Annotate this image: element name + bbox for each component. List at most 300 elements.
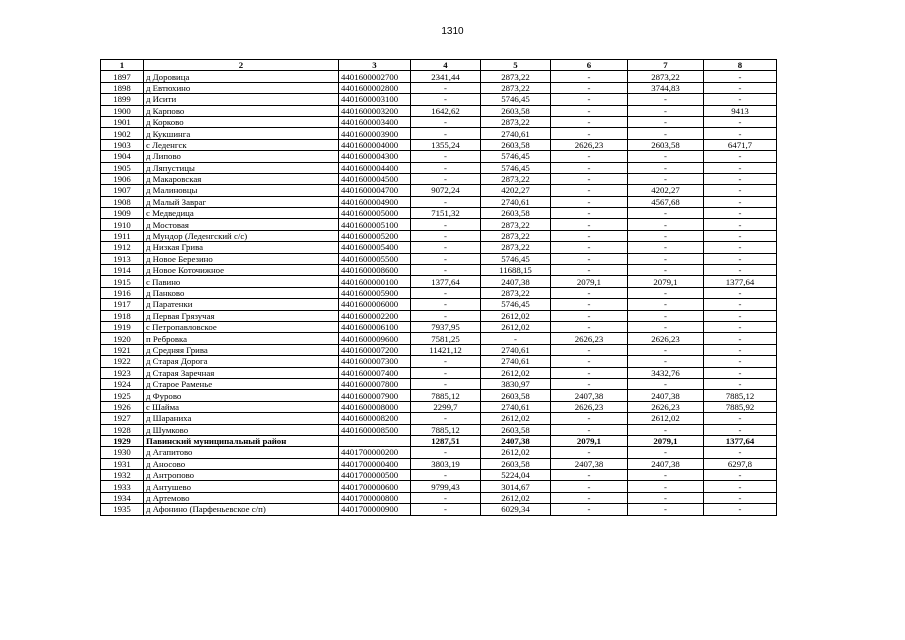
settlement-name: д Новое Коточижное [144,265,339,276]
row-number: 1900 [101,105,144,116]
value-col-7: - [628,219,704,230]
value-col-6: - [551,94,628,105]
column-header-5: 5 [481,60,551,71]
value-col-5: 2612,02 [481,492,551,503]
value-col-6: - [551,321,628,332]
row-number: 1929 [101,435,144,446]
row-number: 1908 [101,196,144,207]
value-col-4: 7885,12 [411,390,481,401]
oktmo-code: 4401700000400 [339,458,411,469]
value-col-5: 2612,02 [481,367,551,378]
settlement-name: д Малый Завраг [144,196,339,207]
value-col-6: - [551,71,628,82]
value-col-7: - [628,492,704,503]
row-number: 1912 [101,242,144,253]
value-col-6: - [551,242,628,253]
value-col-4: - [411,94,481,105]
table-row [101,185,777,196]
settlement-name: д Панково [144,287,339,298]
value-col-5: 2407,38 [481,276,551,287]
settlement-name: д Средняя Грива [144,344,339,355]
row-number: 1931 [101,458,144,469]
table-row [101,94,777,105]
settlement-name: д Паратенки [144,299,339,310]
row-number: 1915 [101,276,144,287]
value-col-7: 2407,38 [628,458,704,469]
value-col-7: - [628,287,704,298]
settlement-name: д Исити [144,94,339,105]
oktmo-code: 4401700000600 [339,481,411,492]
value-col-6: 2626,23 [551,333,628,344]
value-col-5: 6029,34 [481,504,551,515]
oktmo-code: 4401600006000 [339,299,411,310]
row-number: 1904 [101,151,144,162]
value-col-4: - [411,356,481,367]
settlement-name: с Павино [144,276,339,287]
value-col-4: 1642,62 [411,105,481,116]
value-col-5: 2740,61 [481,356,551,367]
table-row [101,276,777,287]
table-row [101,242,777,253]
row-number: 1910 [101,219,144,230]
value-col-5: 3830,97 [481,378,551,389]
settlement-name: д Старая Дорога [144,356,339,367]
table-row [101,447,777,458]
oktmo-code: 4401600005200 [339,230,411,241]
oktmo-code: 4401600003100 [339,94,411,105]
value-col-4: - [411,253,481,264]
value-col-4: - [411,265,481,276]
settlement-name: д Антропово [144,470,339,481]
value-col-6: - [551,82,628,93]
table-row [101,287,777,298]
value-col-4: - [411,173,481,184]
table-row [101,219,777,230]
value-col-4: 2341,44 [411,71,481,82]
value-col-5: 2873,22 [481,230,551,241]
row-number: 1914 [101,265,144,276]
oktmo-code [339,435,411,446]
value-col-4: - [411,504,481,515]
value-col-7: - [628,162,704,173]
value-col-8: - [704,82,777,93]
row-number: 1898 [101,82,144,93]
value-col-4: - [411,196,481,207]
settlement-name: д Шумково [144,424,339,435]
settlement-name: д Липово [144,151,339,162]
value-col-6: 2079,1 [551,435,628,446]
value-col-6: - [551,230,628,241]
value-col-8: - [704,219,777,230]
settlement-name: д Макаровская [144,173,339,184]
value-col-7: - [628,470,704,481]
value-col-5: 5746,45 [481,162,551,173]
oktmo-code: 4401600003200 [339,105,411,116]
value-col-5: 4202,27 [481,185,551,196]
oktmo-code: 4401600004400 [339,162,411,173]
oktmo-code: 4401600008600 [339,265,411,276]
value-col-5: 2873,22 [481,116,551,127]
value-col-7: - [628,265,704,276]
oktmo-code: 4401600004900 [339,196,411,207]
value-col-7: - [628,310,704,321]
value-col-6: - [551,447,628,458]
table-body [101,71,777,515]
row-number: 1911 [101,230,144,241]
oktmo-code: 4401600004700 [339,185,411,196]
oktmo-code: 4401600003900 [339,128,411,139]
value-col-7: - [628,105,704,116]
oktmo-code: 4401700000200 [339,447,411,458]
table-row [101,151,777,162]
column-header-8: 8 [704,60,777,71]
oktmo-code: 4401600004000 [339,139,411,150]
value-col-5: 2740,61 [481,344,551,355]
table-header-row [101,60,777,71]
value-col-6: - [551,367,628,378]
value-col-7: 4567,68 [628,196,704,207]
value-col-5: 11688,15 [481,265,551,276]
value-col-6: - [551,128,628,139]
value-col-5: 2603,58 [481,139,551,150]
value-col-5: 2740,61 [481,128,551,139]
value-col-7: 3744,83 [628,82,704,93]
row-number: 1899 [101,94,144,105]
table-row [101,344,777,355]
table-row [101,356,777,367]
value-col-8: - [704,424,777,435]
value-col-5: 5746,45 [481,253,551,264]
settlement-name: д Агапитово [144,447,339,458]
table-row [101,71,777,82]
value-col-8: - [704,378,777,389]
settlement-name: д Шараниха [144,413,339,424]
value-col-8: 7885,92 [704,401,777,412]
oktmo-code: 4401600007400 [339,367,411,378]
settlement-name: Павинский муниципальный район [144,435,339,446]
value-col-6: 2626,23 [551,139,628,150]
value-col-7: - [628,128,704,139]
value-col-4: - [411,299,481,310]
value-col-8: - [704,71,777,82]
row-number: 1928 [101,424,144,435]
value-col-5: 2603,58 [481,105,551,116]
settlement-name: д Фурово [144,390,339,401]
value-col-6: - [551,504,628,515]
row-number: 1916 [101,287,144,298]
oktmo-code: 4401600008200 [339,413,411,424]
oktmo-code: 4401600007800 [339,378,411,389]
table-row [101,116,777,127]
value-col-8: - [704,116,777,127]
value-col-6: - [551,310,628,321]
oktmo-code: 4401600005500 [339,253,411,264]
table-row [101,333,777,344]
oktmo-code: 4401600004300 [339,151,411,162]
row-number: 1935 [101,504,144,515]
value-col-5: 2612,02 [481,447,551,458]
page-number: 1310 [441,26,464,37]
oktmo-code: 4401600004500 [339,173,411,184]
oktmo-code: 4401600006100 [339,321,411,332]
value-col-4: - [411,151,481,162]
oktmo-code: 4401600002700 [339,71,411,82]
value-col-8: - [704,242,777,253]
value-col-4: 7151,32 [411,208,481,219]
table-row [101,173,777,184]
settlement-name: д Первая Грязучая [144,310,339,321]
row-number: 1927 [101,413,144,424]
table-row [101,162,777,173]
value-col-4: - [411,470,481,481]
table-row [101,208,777,219]
value-col-7: - [628,94,704,105]
value-col-8: - [704,447,777,458]
value-col-5: 5746,45 [481,151,551,162]
value-col-5: 2612,02 [481,413,551,424]
value-col-4: - [411,287,481,298]
value-col-7: 4202,27 [628,185,704,196]
value-col-8: 1377,64 [704,435,777,446]
row-number: 1925 [101,390,144,401]
value-col-4: - [411,492,481,503]
settlement-name: д Мостовая [144,219,339,230]
table-row [101,82,777,93]
settlement-name: с Медведица [144,208,339,219]
table-row [101,310,777,321]
value-col-8: - [704,344,777,355]
value-col-5: 2603,58 [481,390,551,401]
row-number: 1932 [101,470,144,481]
value-col-4: - [411,162,481,173]
row-number: 1920 [101,333,144,344]
value-col-4: 2299,7 [411,401,481,412]
value-col-4: 1355,24 [411,139,481,150]
value-col-4: 1377,64 [411,276,481,287]
value-col-8: - [704,367,777,378]
value-col-8: - [704,299,777,310]
row-number: 1905 [101,162,144,173]
oktmo-code: 4401600007900 [339,390,411,401]
value-col-7: - [628,424,704,435]
value-col-7: 2407,38 [628,390,704,401]
value-col-5: 2603,58 [481,208,551,219]
value-col-8: 7885,12 [704,390,777,401]
value-col-6: - [551,378,628,389]
settlement-name: д Новое Березино [144,253,339,264]
value-col-5: 2873,22 [481,242,551,253]
value-col-8: - [704,208,777,219]
value-col-8: - [704,481,777,492]
oktmo-code: 4401600005100 [339,219,411,230]
value-col-8: - [704,230,777,241]
table-row [101,265,777,276]
value-col-8: - [704,287,777,298]
value-col-4: 7581,25 [411,333,481,344]
value-col-5: 2873,22 [481,71,551,82]
value-col-4: - [411,219,481,230]
oktmo-code: 4401600005900 [339,287,411,298]
value-col-8: - [704,356,777,367]
row-number: 1921 [101,344,144,355]
value-col-7: - [628,481,704,492]
row-number: 1913 [101,253,144,264]
settlement-name: д Старое Раменье [144,378,339,389]
value-col-5: 2407,38 [481,435,551,446]
table-row [101,401,777,412]
value-col-6: - [551,105,628,116]
settlement-name: д Афонино (Парфеньевское с/п) [144,504,339,515]
value-col-7: 2626,23 [628,333,704,344]
value-col-6: 2407,38 [551,390,628,401]
value-col-4: - [411,367,481,378]
value-col-8: - [704,504,777,515]
row-number: 1909 [101,208,144,219]
value-col-5: 2873,22 [481,219,551,230]
column-header-1: 1 [101,60,144,71]
oktmo-code: 4401600000100 [339,276,411,287]
column-header-3: 3 [339,60,411,71]
value-col-7: - [628,173,704,184]
settlement-name: д Евтюхино [144,82,339,93]
value-col-5: 5224,04 [481,470,551,481]
value-col-4: 11421,12 [411,344,481,355]
value-col-8: - [704,310,777,321]
settlement-name: д Аносово [144,458,339,469]
row-number: 1926 [101,401,144,412]
table-row [101,367,777,378]
value-col-7: 2873,22 [628,71,704,82]
value-col-5: 2873,22 [481,173,551,184]
value-col-7: - [628,321,704,332]
settlement-name: д Кукшинга [144,128,339,139]
value-col-8: - [704,128,777,139]
value-col-7: - [628,504,704,515]
oktmo-code: 4401600008500 [339,424,411,435]
value-col-6: - [551,253,628,264]
settlement-name: д Малиновцы [144,185,339,196]
value-col-4: 7885,12 [411,424,481,435]
oktmo-code: 4401700000900 [339,504,411,515]
value-col-4: - [411,413,481,424]
value-col-8: 6471,7 [704,139,777,150]
value-col-4: 3803,19 [411,458,481,469]
oktmo-code: 4401600005000 [339,208,411,219]
value-col-6: - [551,265,628,276]
value-col-6: - [551,424,628,435]
value-col-8: - [704,333,777,344]
row-number: 1917 [101,299,144,310]
value-col-7: 2079,1 [628,435,704,446]
row-number: 1919 [101,321,144,332]
value-col-4: - [411,82,481,93]
value-col-7: 2612,02 [628,413,704,424]
value-col-5: 5746,45 [481,94,551,105]
oktmo-code: 4401600002800 [339,82,411,93]
value-col-7: - [628,356,704,367]
value-col-6: - [551,492,628,503]
value-col-8: - [704,492,777,503]
value-col-6: 2407,38 [551,458,628,469]
oktmo-code: 4401600007200 [339,344,411,355]
value-col-7: - [628,378,704,389]
value-col-7: - [628,344,704,355]
value-col-8: - [704,151,777,162]
value-col-4: - [411,242,481,253]
value-col-6: - [551,162,628,173]
value-col-7: - [628,151,704,162]
value-col-6: - [551,196,628,207]
value-col-5: 2740,61 [481,401,551,412]
row-number: 1930 [101,447,144,458]
column-header-7: 7 [628,60,704,71]
value-col-8: - [704,265,777,276]
value-col-4: 7937,95 [411,321,481,332]
table-row [101,492,777,503]
value-col-6: - [551,185,628,196]
row-number: 1934 [101,492,144,503]
table-row [101,230,777,241]
table-row [101,481,777,492]
value-col-6: - [551,151,628,162]
value-col-8: - [704,470,777,481]
row-number: 1923 [101,367,144,378]
value-col-4: - [411,230,481,241]
row-number: 1924 [101,378,144,389]
value-col-8: 1377,64 [704,276,777,287]
value-col-5: 5746,45 [481,299,551,310]
value-col-5: 2603,58 [481,458,551,469]
settlement-name: д Карпово [144,105,339,116]
settlement-name: д Корково [144,116,339,127]
value-col-4: 9799,43 [411,481,481,492]
value-col-6: 2079,1 [551,276,628,287]
oktmo-code: 4401700000800 [339,492,411,503]
table-row [101,321,777,332]
oktmo-code: 4401600009600 [339,333,411,344]
value-col-6: - [551,219,628,230]
tariff-table [100,59,777,516]
settlement-name: д Ляпустицы [144,162,339,173]
settlement-name: п Ребровка [144,333,339,344]
value-col-6: - [551,287,628,298]
row-number: 1901 [101,116,144,127]
value-col-6: - [551,470,628,481]
settlement-name: д Мундор (Леденгский с/с) [144,230,339,241]
table-row [101,105,777,116]
value-col-7: 2079,1 [628,276,704,287]
value-col-5: 2612,02 [481,310,551,321]
table-row [101,424,777,435]
value-col-4: - [411,378,481,389]
value-col-8: 6297,8 [704,458,777,469]
oktmo-code: 4401600005400 [339,242,411,253]
value-col-4: - [411,128,481,139]
settlement-name: д Низкая Грива [144,242,339,253]
table-row [101,458,777,469]
value-col-6: - [551,208,628,219]
table-row [101,390,777,401]
table-row-district-total [101,435,777,446]
value-col-8: - [704,94,777,105]
oktmo-code: 4401600003400 [339,116,411,127]
value-col-8: - [704,321,777,332]
value-col-6: - [551,173,628,184]
value-col-8: 9413 [704,105,777,116]
value-col-5: 2612,02 [481,321,551,332]
oktmo-code: 4401600007300 [339,356,411,367]
row-number: 1907 [101,185,144,196]
